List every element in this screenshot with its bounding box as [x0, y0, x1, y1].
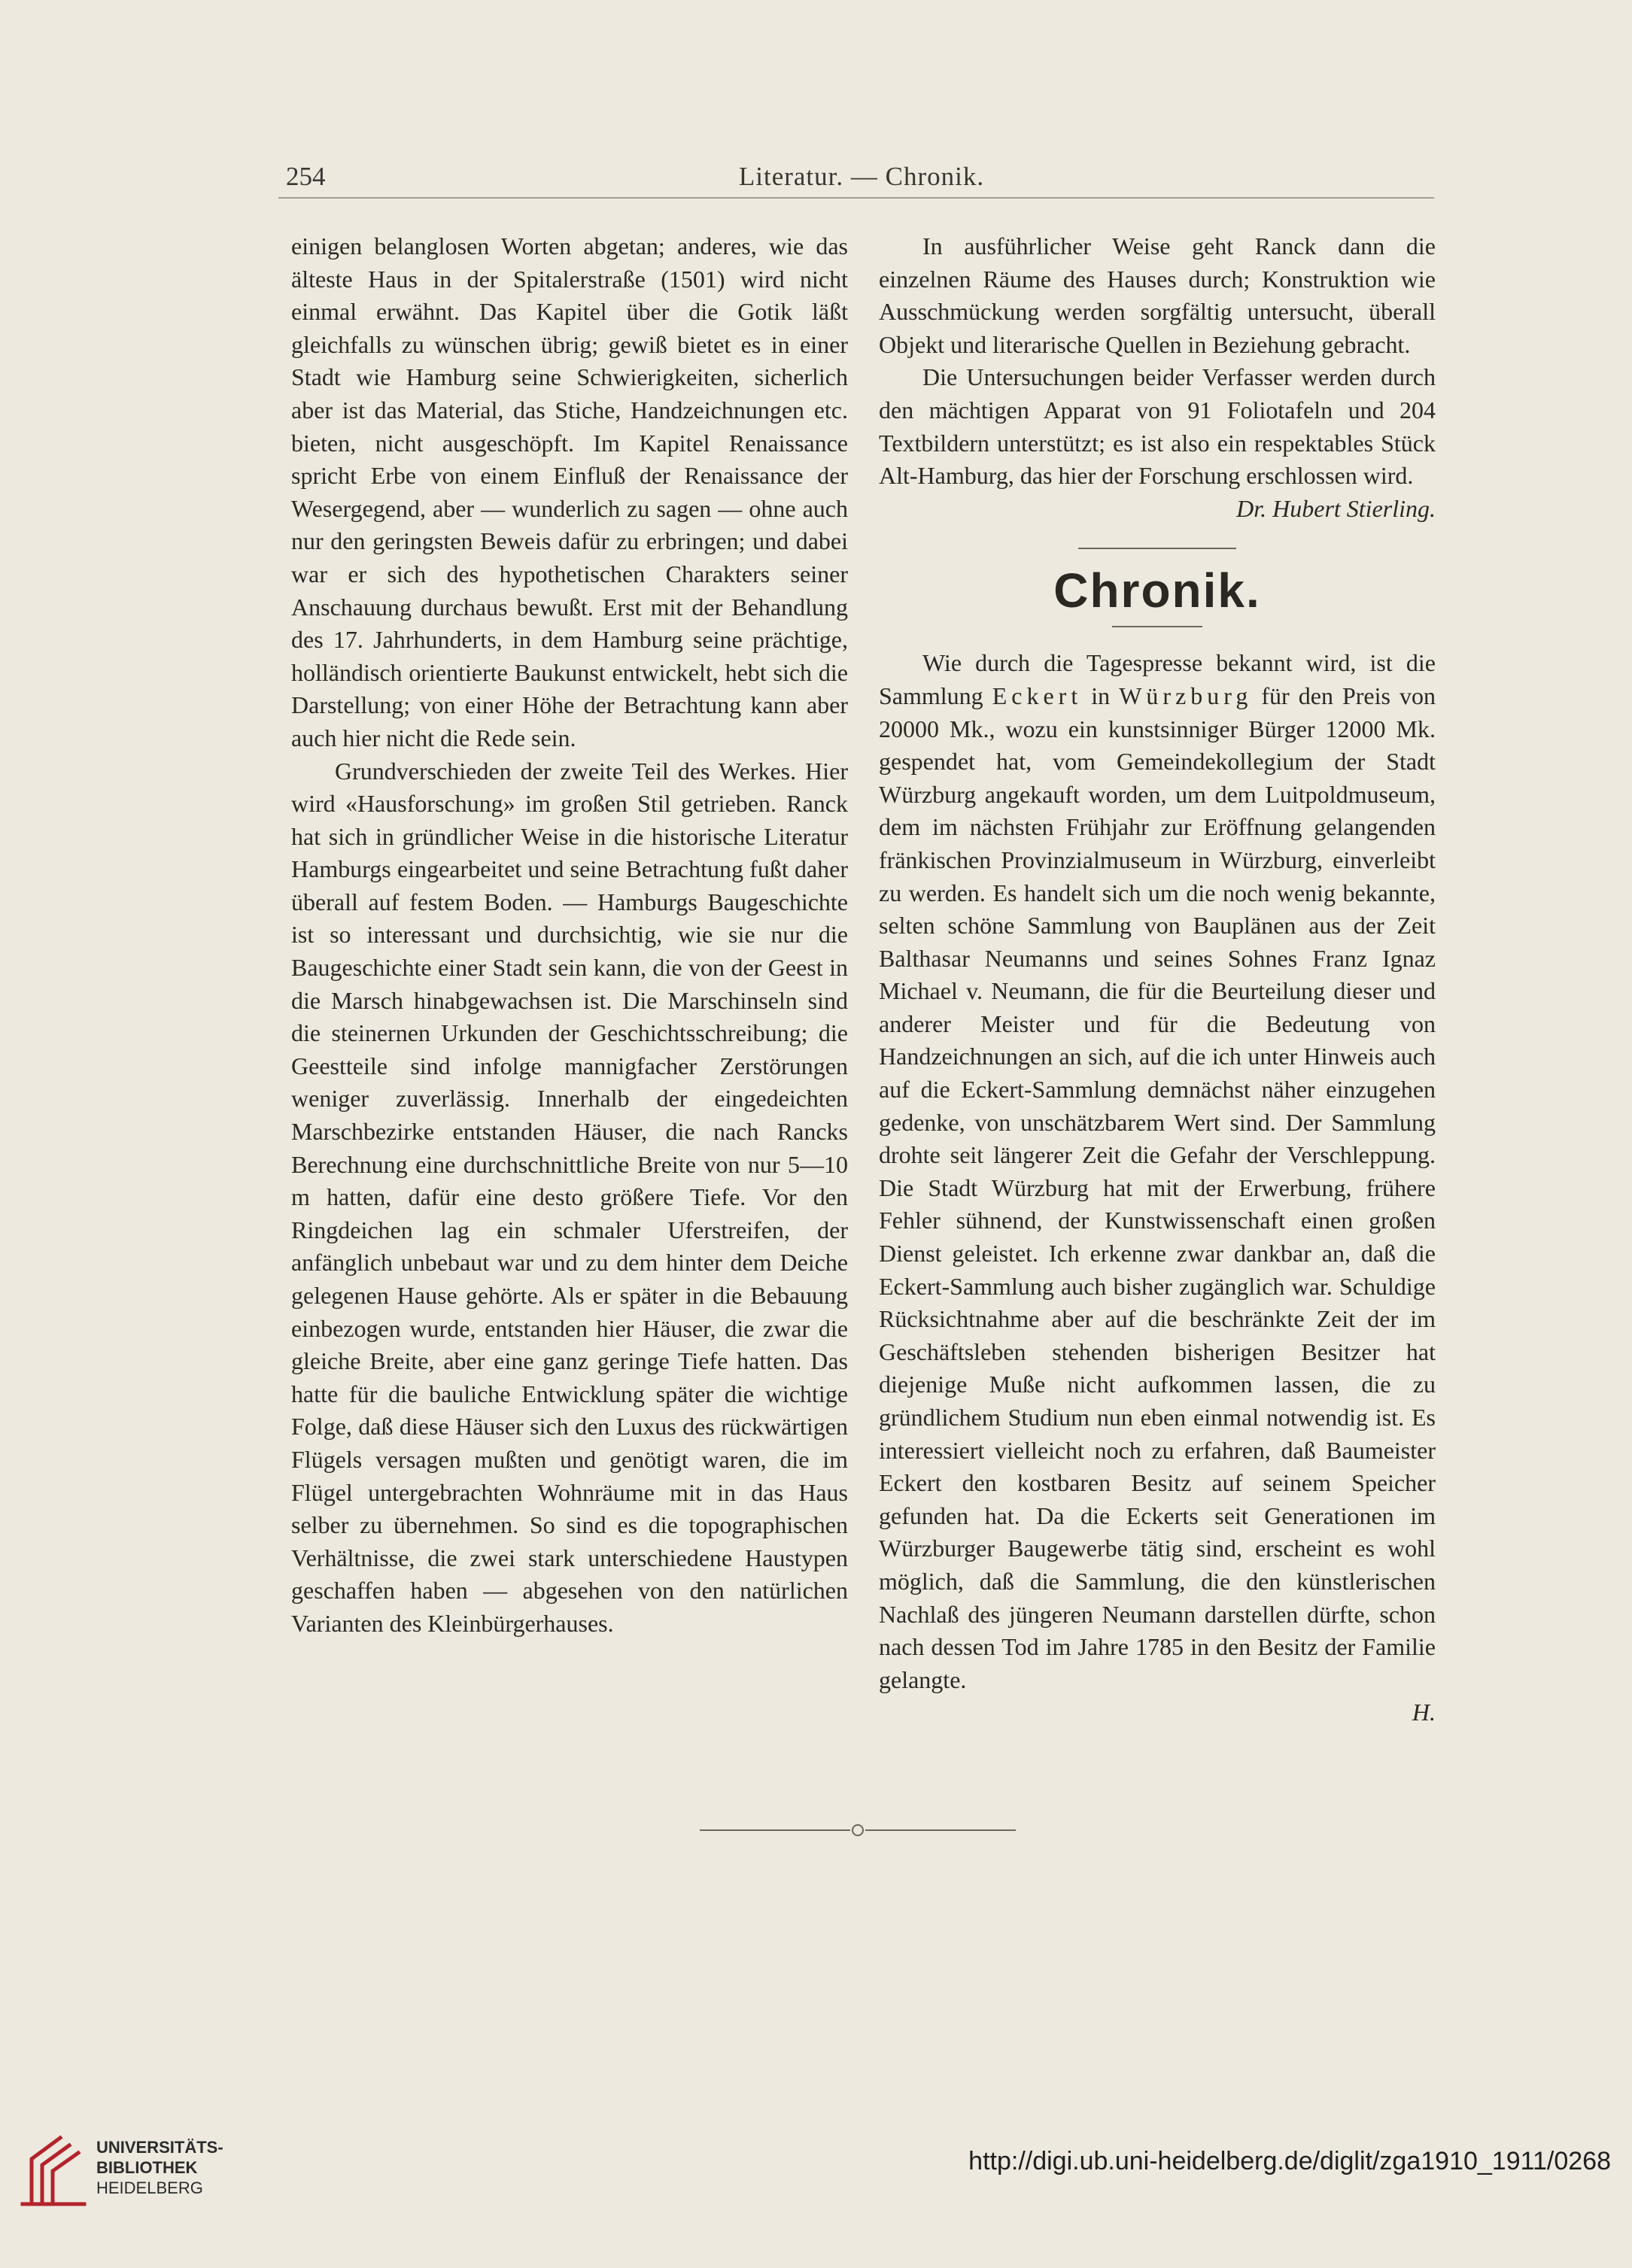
chronik-place-wuerzburg: Würzburg: [1119, 682, 1253, 709]
institution-line-3: HEIDELBERG: [96, 2178, 203, 2197]
chronik-name-eckert: Eckert: [992, 682, 1083, 709]
institution-line-1: UNIVERSITÄTS-: [96, 2138, 223, 2157]
left-column: [291, 230, 848, 1641]
ub-heidelberg-logo-icon: [17, 2129, 89, 2212]
chronik-text-c: für den Preis von 20000 Mk., wozu ein kunstsinniger Bürger 12000 Mk. gespendet hat, vom Gemeindekollegium der Stadt Würzburg angekauft worden, um dem Luitpoldmuseum, dem im nächsten Frühjahr zur Eröffnung gelangenden fränkischen Provinzialmuseum in Würzburg, einverleibt zu werden. Es handelt sich um die noch wenig bekannte, selten schöne Sammlung von Bauplänen aus der Zeit Balthasar Neumanns und seines Sohnes Franz Ignaz Michael v. Neumann, die für die Beurteilung dieser und anderer Meister und für die Bedeutung von Handzeichnungen an sich, auf die ich unter Hinweis auch auf die Eckert-Sammlung demnächst näher einzugehen gedenke, von unschätzbarem Wert sind. Der Sammlung drohte seit längerer Zeit die Gefahr der Verschleppung. Die Stadt Würzburg hat mit der Erwerbung, frühere Fehler sühnend, der Kunstwissenschaft einen großen Dienst geleistet. Ich erkenne zwar dankbar an, daß die Eckert-Sammlung auch bisher zugänglich war. Schuldige Rücksichtnahme aber auf die beschränkte Zeit der im Geschäftsleben stehenden bisherigen Besitzer hat diejenige Muße nicht aufkommen lassen, die zu gründlichem Studium nun eben einmal notwendig ist. Es interessiert vielleicht noch zu erfahren, daß Baumeister Eckert den kostbaren Besitz auf seinem Speicher gefunden hat. Da die Eckerts seit Generationen im Würzburger Baugewerbe tätig sind, erscheint es wohl möglich, daß die Sammlung, die den künstlerischen Nachlaß des jüngeren Neumann darstellen dürfte, schon nach dessen Tod im Jahre 1785 in den Besitz der Familie gelangte.: [879, 682, 1436, 1693]
header-wavy-rule: [278, 193, 1437, 203]
page-header: [286, 158, 1437, 196]
chronik-heading: Chronik.: [1053, 563, 1261, 618]
right-column: [879, 230, 1436, 1729]
left-paragraph-1: einigen belanglosen Worten abgetan; anderes, wie das älteste Haus in der Spitalerstraße (1501) wird nicht einmal erwähnt. Das Kapitel über die Gotik läßt gleichfalls zu wünschen übrig; gewiß bietet es in einer Stadt wie Hamburg seine Schwierigkeiten, sicherlich aber ist das Material, das Stiche, Handzeichnungen etc. bieten, nicht ausgeschöpft. Im Kapitel Renaissance spricht Erbe von einem Einfluß der Renaissance der Wesergegend, aber — wunderlich zu sagen — ohne auch nur den geringsten Beweis dafür zu erbringen; und dabei war er sich des hypothetischen Charakters seiner Anschauung durchaus bewußt. Erst mit der Behandlung des 17. Jahrhunderts, in dem Hamburg seine prächtige, holländisch orientierte Baukunst entwickelt, hebt sich die Darstellung; von einer Höhe der Betrachtung kann aber auch hier nicht die Rede sein.: [291, 232, 848, 751]
chronik-text-b: in: [1082, 682, 1120, 709]
left-paragraph-2: Grundverschieden der zweite Teil des Werkes. Hier wird «Hausforschung» im großen Stil getrieben. Ranck hat sich in gründlicher Weise in die historische Literatur Hamburgs eingearbeitet und seine Betrachtung fußt daher überall auf festem Boden. — Hamburgs Baugeschichte ist so interessant und durchsichtig, wie sie nur die Baugeschichte einer Stadt sein kann, die von der Geest in die Marsch hinabgewachsen ist. Die Marschinseln sind die steinernen Urkunden der Geschichtsschreibung; die Geestteile sind infolge mannigfacher Zerstörungen weniger zuverlässig. Innerhalb der eingedeichten Marschbezirke entstanden Häuser, die nach Rancks Berechnung eine durchschnittliche Breite von nur 5—10 m hatten, dafür eine desto größere Tiefe. Vor den Ringdeichen lag ein schmaler Uferstreifen, der anfänglich unbebaut war und zu dem hinter dem Deiche gelegenen Hause gehörte. Als er später in die Bebauung einbezogen wurde, entstanden hier Häuser, die zwar die gleiche Breite, aber eine ganz geringe Tiefe hatten. Das hatte für die bauliche Entwicklung später die wichtige Folge, daß diese Häuser sich den Luxus des rückwärtigen Flügels versagen mußten und genötigt waren, die im Flügel untergebrachten Wohnräume mit in das Haus selber zu übernehmen. So sind es die topographischen Verhältnisse, die zwei stark unterschiedene Haustypen geschaffen haben — abgesehen von den natürlichen Varianten des Kleinbürgerhauses.: [291, 757, 848, 1637]
institution-line-2: BIBLIOTHEK: [96, 2158, 198, 2177]
source-url-link[interactable]: http://digi.ub.uni-heidelberg.de/diglit/zga1910_1911/0268: [968, 2147, 1611, 2175]
chronik-signature-line: [879, 1696, 1436, 1729]
heading-underline: [1112, 626, 1202, 627]
page-number: 254: [286, 162, 326, 191]
section-divider: [1078, 548, 1236, 549]
chronik-text-a: Wie durch die Tagespresse bekannt wird, ist die Sammlung: [879, 649, 1436, 709]
literatur-signature: Dr. Hubert Stierling.: [1236, 494, 1436, 522]
literatur-paragraph-2: Die Untersuchungen beider Verfasser werden durch den mächtigen Apparat von 91 Foliotafeln und 204 Textbildern unterstützt; es ist also ein respektables Stück Alt-Hamburg, das hier der Forschung erschlossen wird.: [879, 363, 1436, 490]
chronik-paragraph: [879, 647, 1436, 1696]
chronik-signature: H.: [1412, 1699, 1436, 1726]
institution-name: [96, 2137, 223, 2198]
literatur-signature-line: [879, 493, 1436, 526]
running-title: Literatur. — Chronik.: [738, 162, 985, 191]
end-ornament: [700, 1819, 1016, 1841]
literatur-paragraph-1: In ausführlicher Weise geht Ranck dann die einzelnen Räume des Hauses durch; Konstruktion wie Ausschmückung werden sorgfältig untersucht, überall Objekt und literarische Quellen in Beziehung gebracht.: [879, 232, 1436, 358]
